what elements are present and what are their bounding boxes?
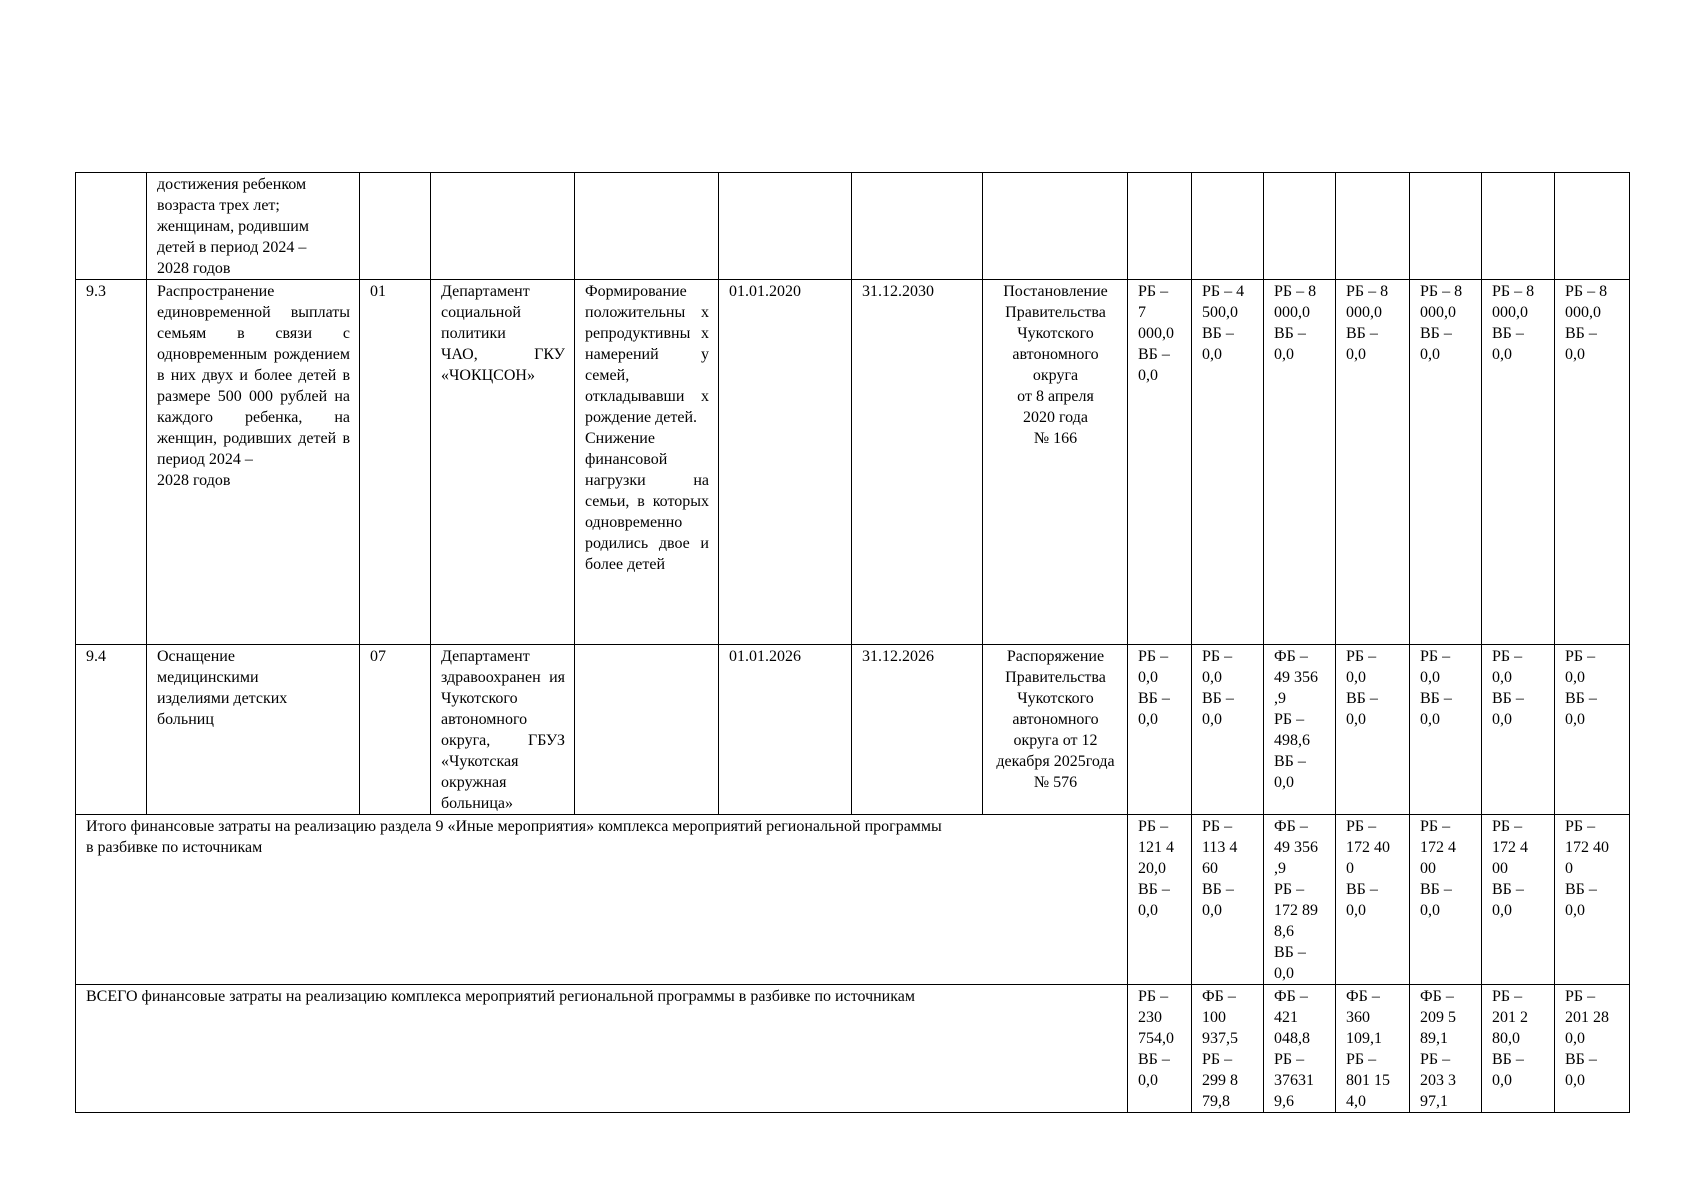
cell-fin: РБ – 230 754,0 ВБ – 0,0 (1128, 985, 1192, 1113)
cell-doc: Постановление Правительства Чукотского автономного округа от 8 апреля 2020 года № 166 (983, 280, 1128, 645)
cell-fin: РБ – 8 000,0 ВБ – 0,0 (1410, 280, 1482, 645)
cell-fin: РБ – 0,0 ВБ – 0,0 (1336, 645, 1410, 815)
cell-fin: РБ – 172 40 0 ВБ – 0,0 (1336, 815, 1410, 985)
document-page (75, 172, 1630, 1113)
cell-doc: Распоряжение Правительства Чукотского автономного округа от 12 декабря 2025года № 576 (983, 645, 1128, 815)
cell-fin (1264, 173, 1336, 280)
cell-fin: РБ – 0,0 ВБ – 0,0 (1192, 645, 1264, 815)
cell-fin: РБ – 172 4 00 ВБ – 0,0 (1482, 815, 1555, 985)
grand-total-label: ВСЕГО финансовые затраты на реализацию комплекса мероприятий региональной программы в разбивке по источникам (76, 985, 1128, 1113)
cell-fin: РБ – 172 4 00 ВБ – 0,0 (1410, 815, 1482, 985)
table-row-9-3 (76, 280, 1630, 645)
cell-fin (1128, 173, 1192, 280)
cell-fin (1555, 173, 1630, 280)
cell-fin (1336, 173, 1410, 280)
cell-fin: РБ – 121 4 20,0 ВБ – 0,0 (1128, 815, 1192, 985)
cell-num: 9.3 (76, 280, 147, 645)
cell-fin: ФБ – 100 937,5 РБ – 299 8 79,8 (1192, 985, 1264, 1113)
cell-fin: РБ – 8 000,0 ВБ – 0,0 (1555, 280, 1630, 645)
cell-end (852, 173, 983, 280)
cell-fin (1410, 173, 1482, 280)
section-total-label: Итого финансовые затраты на реализацию раздела 9 «Иные мероприятия» комплекса мероприятий региональной программы в разбивке по источникам (76, 815, 1128, 985)
cell-fin: РБ – 8 000,0 ВБ – 0,0 (1336, 280, 1410, 645)
cell-fin (1482, 173, 1555, 280)
cell-fin: ФБ – 49 356 ,9 РБ – 172 89 8,6 ВБ – 0,0 (1264, 815, 1336, 985)
cell-start: 01.01.2020 (719, 280, 852, 645)
table-row-grand-total (76, 985, 1630, 1113)
cell-result: Формирование положительны х репродуктивны х намерений у семей, откладывавши х рождение детей. Снижение финансовой нагрузки на семьи, в которых одновременно родились двое и более детей (575, 280, 719, 645)
cell-fin: РБ – 172 40 0 ВБ – 0,0 (1555, 815, 1630, 985)
table-row-continuation (76, 173, 1630, 280)
cell-fin: РБ – 8 000,0 ВБ – 0,0 (1482, 280, 1555, 645)
cell-fin: РБ – 7 000,0 ВБ – 0,0 (1128, 280, 1192, 645)
cell-fin: РБ – 0,0 ВБ – 0,0 (1555, 645, 1630, 815)
cell-end: 31.12.2026 (852, 645, 983, 815)
activities-table (75, 172, 1630, 1113)
cell-code (360, 173, 431, 280)
cell-fin: ФБ – 360 109,1 РБ – 801 15 4,0 (1336, 985, 1410, 1113)
cell-fin: ФБ – 49 356 ,9 РБ – 498,6 ВБ – 0,0 (1264, 645, 1336, 815)
cell-num (76, 173, 147, 280)
cell-fin: ФБ – 209 5 89,1 РБ – 203 3 97,1 (1410, 985, 1482, 1113)
cell-fin: РБ – 201 2 80,0 ВБ – 0,0 (1482, 985, 1555, 1113)
cell-name: достижения ребенком возраста трех лет; женщинам, родившим детей в период 2024 – 2028 годов (147, 173, 360, 280)
cell-start (719, 173, 852, 280)
cell-name: Оснащение медицинскими изделиями детских больниц (147, 645, 360, 815)
cell-code: 01 (360, 280, 431, 645)
cell-executor: Департамент социальной политики ЧАО, ГКУ «ЧОКЦСОН» (431, 280, 575, 645)
cell-fin: РБ – 0,0 ВБ – 0,0 (1128, 645, 1192, 815)
cell-executor: Департамент здравоохранен ия Чукотского автономного округа, ГБУЗ «Чукотская окружная больница» (431, 645, 575, 815)
cell-code: 07 (360, 645, 431, 815)
cell-fin: ФБ – 421 048,8 РБ – 37631 9,6 (1264, 985, 1336, 1113)
cell-fin: РБ – 0,0 ВБ – 0,0 (1482, 645, 1555, 815)
cell-fin: РБ – 201 28 0,0 ВБ – 0,0 (1555, 985, 1630, 1113)
cell-fin: РБ – 0,0 ВБ – 0,0 (1410, 645, 1482, 815)
cell-fin: РБ – 113 4 60 ВБ – 0,0 (1192, 815, 1264, 985)
cell-end: 31.12.2030 (852, 280, 983, 645)
cell-num: 9.4 (76, 645, 147, 815)
cell-fin: РБ – 4 500,0 ВБ – 0,0 (1192, 280, 1264, 645)
cell-name: Распространение единовременной выплаты семьям в связи с одновременным рождением в них двух и более детей в размере 500 000 рублей на каждого ребенка, на женщин, родивших детей в период 2024 – 2028 годов (147, 280, 360, 645)
table-row-section-total (76, 815, 1630, 985)
cell-doc (983, 173, 1128, 280)
cell-fin: РБ – 8 000,0 ВБ – 0,0 (1264, 280, 1336, 645)
table-row-9-4 (76, 645, 1630, 815)
cell-executor (431, 173, 575, 280)
cell-result (575, 645, 719, 815)
cell-start: 01.01.2026 (719, 645, 852, 815)
cell-result (575, 173, 719, 280)
cell-fin (1192, 173, 1264, 280)
